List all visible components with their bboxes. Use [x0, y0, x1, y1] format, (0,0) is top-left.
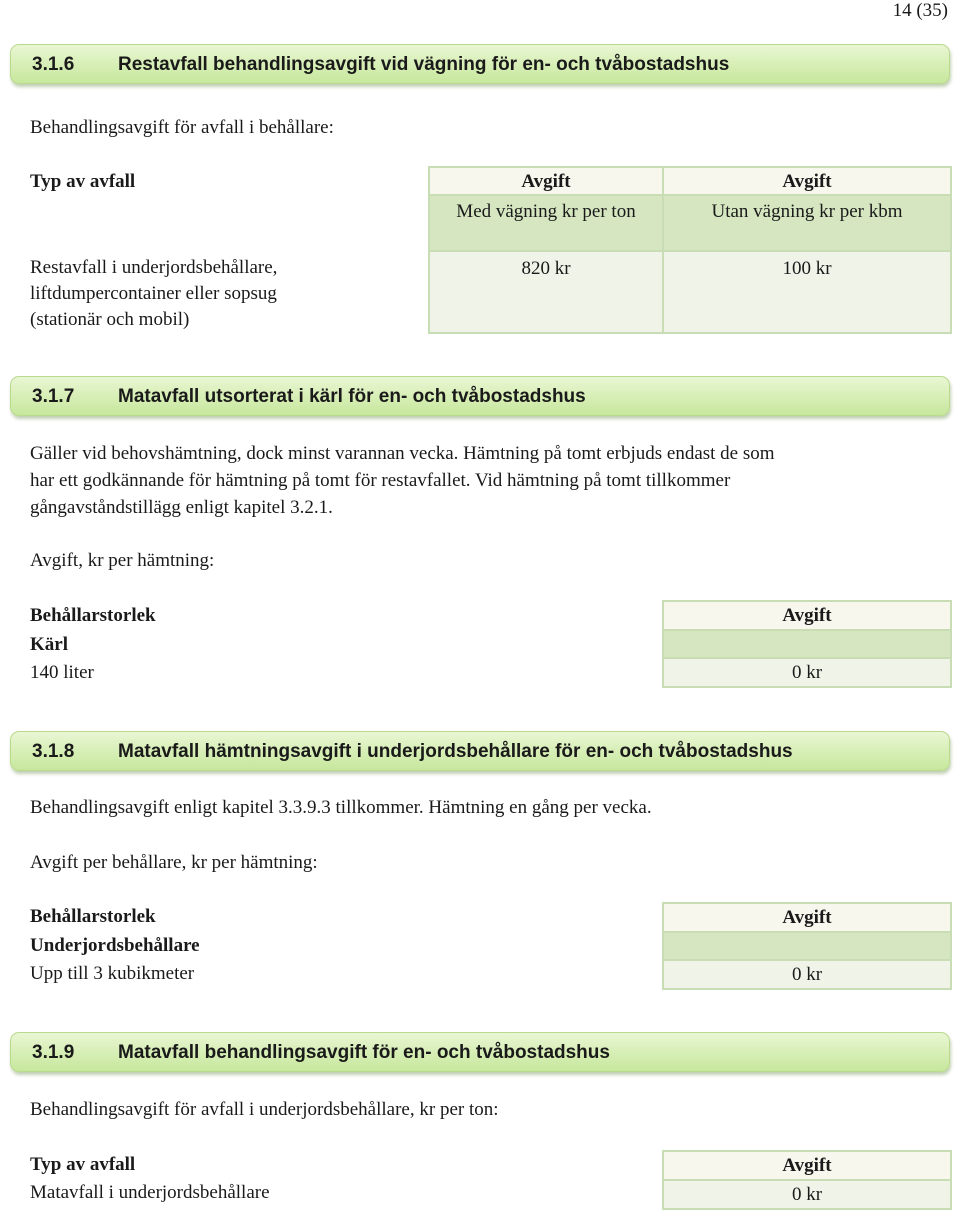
section-heading-3-1-7 — [10, 376, 950, 416]
section-title: Matavfall hämtningsavgift i underjordsbehållare för en- och tvåbostadshus — [118, 741, 793, 762]
paragraph: Behandlingsavgift enligt kapitel 3.3.9.3 tillkommer. Hämtning en gång per vecka. — [30, 797, 652, 818]
section-title: Restavfall behandlingsavgift vid vägning för en- och tvåbostadshus — [118, 54, 730, 75]
col-header-container-size: Behållarstorlek — [30, 906, 156, 927]
waste-type-line-1: Restavfall i underjordsbehållare, — [30, 257, 278, 278]
section-heading-3-1-6 — [10, 44, 950, 84]
row-waste-type: Matavfall i underjordsbehållare — [30, 1182, 270, 1203]
subheader-weighed: Med vägning kr per ton — [428, 194, 664, 252]
paragraph-line-1: Gäller vid behovshämtning, dock minst varannan vecka. Hämtning på tomt erbjuds endast de som — [30, 443, 775, 464]
row-fee: 0 kr — [662, 657, 952, 688]
section-heading-3-1-8 — [10, 731, 950, 771]
col-header-fee: Avgift — [662, 1150, 952, 1181]
section-heading-3-1-9 — [10, 1032, 950, 1072]
col-header-fee-unweighed: Avgift — [662, 166, 952, 196]
section-number: 3.1.6 — [32, 54, 75, 75]
paragraph-line-3: gångavståndstillägg enligt kapitel 3.2.1. — [30, 497, 333, 518]
fee-unweighed-value: 100 kr — [662, 250, 952, 334]
section-title: Matavfall behandlingsavgift för en- och tvåbostadshus — [118, 1042, 610, 1063]
row-size: Upp till 3 kubikmeter — [30, 963, 195, 984]
section-number: 3.1.8 — [32, 741, 75, 762]
waste-type-line-3: (stationär och mobil) — [30, 309, 190, 330]
paragraph-line-2: har ett godkännande för hämtning på tomt för restavfallet. Vid hämtning på tomt tillkommer — [30, 470, 731, 491]
group-fee-cell — [662, 629, 952, 659]
col-header-fee-weighed: Avgift — [428, 166, 664, 196]
col-header-fee: Avgift — [662, 600, 952, 631]
section-title: Matavfall utsorterat i kärl för en- och tvåbostadshus — [118, 386, 586, 407]
col-header-fee: Avgift — [662, 902, 952, 933]
subheader-unweighed: Utan vägning kr per kbm — [662, 194, 952, 252]
col-header-waste-type: Typ av avfall — [30, 1154, 136, 1175]
row-fee: 0 kr — [662, 959, 952, 990]
section-intro: Behandlingsavgift för avfall i underjordsbehållare, kr per ton: — [30, 1099, 499, 1120]
page-number: 14 (35) — [892, 0, 948, 21]
group-label: Underjordsbehållare — [30, 935, 200, 956]
section-number: 3.1.9 — [32, 1042, 75, 1063]
fee-intro: Avgift per behållare, kr per hämtning: — [30, 852, 318, 873]
col-header-waste-type: Typ av avfall — [30, 171, 136, 192]
fee-intro: Avgift, kr per hämtning: — [30, 550, 215, 571]
row-size: 140 liter — [30, 662, 94, 683]
group-fee-cell — [662, 931, 952, 961]
section-number: 3.1.7 — [32, 386, 75, 407]
col-header-container-size: Behållarstorlek — [30, 605, 156, 626]
fee-weighed-value: 820 kr — [428, 250, 664, 334]
row-fee: 0 kr — [662, 1179, 952, 1210]
section-intro: Behandlingsavgift för avfall i behållare: — [30, 117, 334, 138]
group-label: Kärl — [30, 634, 68, 655]
waste-type-line-2: liftdumpercontainer eller sopsug — [30, 283, 277, 304]
